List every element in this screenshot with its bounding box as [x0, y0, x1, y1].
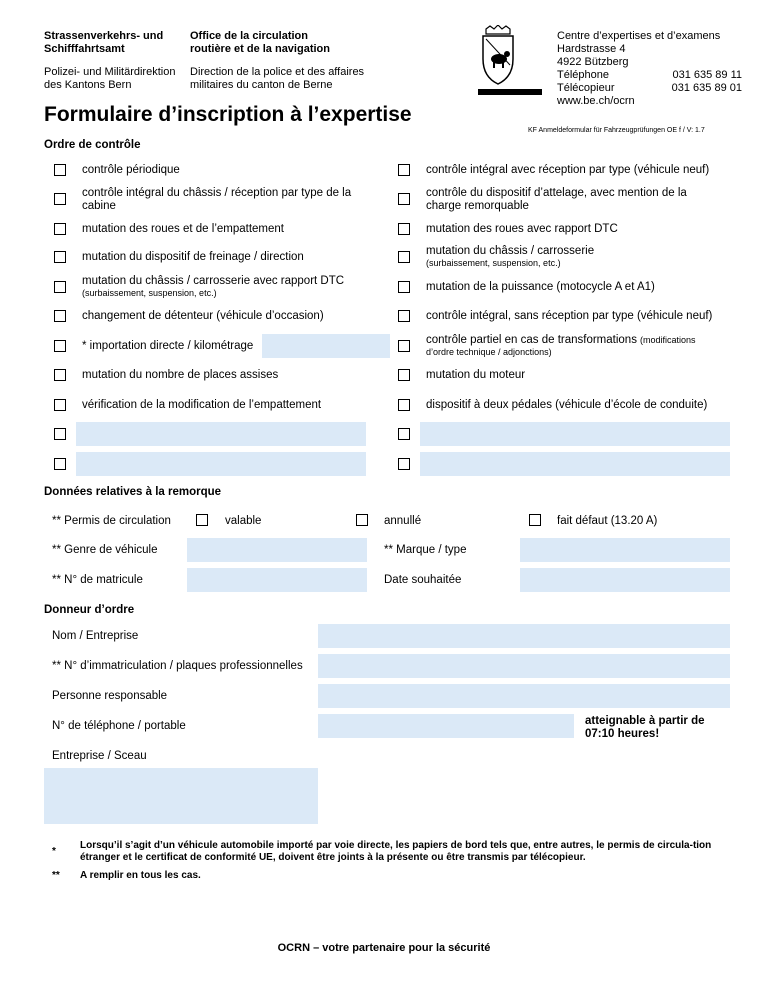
client-name-label: Nom / Entreprise: [52, 630, 139, 642]
order-right-checkbox-2[interactable]: [398, 193, 410, 205]
order-right-checkbox-5[interactable]: [398, 281, 410, 293]
dir-fr: Direction de la police et des affaires militaires du canton de Berne: [190, 66, 365, 91]
date-field[interactable]: [520, 568, 730, 592]
phone-field[interactable]: [318, 714, 574, 738]
order-right-label-8: mutation du moteur: [426, 369, 526, 381]
reg-no-field[interactable]: [187, 568, 367, 592]
permit-missing-label: fait défaut (13.20 A): [557, 515, 658, 527]
permit-label: ** Permis de circulation: [52, 515, 171, 527]
phone-label: N° de téléphone / portable: [52, 720, 186, 732]
order-left-checkbox-2[interactable]: [54, 193, 66, 205]
order-right-checkbox-11[interactable]: [398, 458, 410, 470]
order-right-label-6: contrôle intégral, sans réception par type (véhicule neuf): [426, 310, 713, 322]
order-right-checkbox-3[interactable]: [398, 223, 410, 235]
section-client-title: Donneur d’ordre: [44, 604, 135, 616]
person-field[interactable]: [318, 684, 730, 708]
plates-label: ** N° d’immatriculation / plaques professionnelles: [52, 660, 303, 672]
permit-missing-checkbox[interactable]: [529, 514, 541, 526]
permit-cancelled-checkbox[interactable]: [356, 514, 368, 526]
order-right-label-5: mutation de la puissance (motocycle A et A1): [426, 281, 655, 293]
brand-label: ** Marque / type: [384, 544, 467, 556]
stamp-label: Entreprise / Sceau: [52, 750, 147, 762]
order-right-label-2: contrôle du dispositif d’attelage, avec mention de la charge remorquable: [426, 187, 687, 212]
order-left-label-4: mutation du dispositif de freinage / direction: [82, 251, 304, 263]
order-left-label-2: contrôle intégral du châssis / réception par type de la cabine: [82, 187, 352, 212]
order-left-label-9: vérification de la modification de l’empattement: [82, 399, 322, 411]
order-right-checkbox-10[interactable]: [398, 428, 410, 440]
order-right-checkbox-8[interactable]: [398, 369, 410, 381]
org-fr: Office de la circulation routière et de la navigation: [190, 30, 330, 55]
order-right-label-9: dispositif à deux pédales (véhicule d’école de conduite): [426, 399, 708, 411]
section-order-title: Ordre de contrôle: [44, 139, 141, 151]
order-left-checkbox-6[interactable]: [54, 310, 66, 322]
order-left-label-6: changement de détenteur (véhicule d’occasion): [82, 310, 324, 322]
order-right-checkbox-6[interactable]: [398, 310, 410, 322]
order-left-checkbox-9[interactable]: [54, 399, 66, 411]
reg-no-label: ** N° de matricule: [52, 574, 143, 586]
person-label: Personne responsable: [52, 690, 168, 702]
date-label: Date souhaitée: [384, 574, 462, 586]
footnote-1-mark: *: [52, 846, 56, 857]
dir-de: Polizei- und Militärdirektion des Kantons Bern: [44, 66, 176, 91]
order-right-checkbox-1[interactable]: [398, 164, 410, 176]
order-left-label-1: contrôle périodique: [82, 164, 180, 176]
form-reference: KF Anmeldeformular für Fahrzeugprüfungen OE f / V: 1.7: [528, 127, 705, 134]
org-de: Strassenverkehrs- und Schifffahrtsamt: [44, 30, 164, 55]
order-right-label-4: mutation du châssis / carrosserie (surbaissement, suspension, etc.): [426, 245, 595, 268]
order-right-label-1: contrôle intégral avec réception par type (véhicule neuf): [426, 164, 710, 176]
order-left-checkbox-3[interactable]: [54, 223, 66, 235]
order-right-label-7: contrôle partiel en cas de transformations (modifications d’ordre technique / adjonctions): [426, 334, 696, 357]
vehicle-type-field[interactable]: [187, 538, 367, 562]
order-left-custom-field-2[interactable]: [76, 452, 366, 476]
order-left-checkbox-4[interactable]: [54, 251, 66, 263]
slogan: OCRN – votre partenaire pour la sécurité: [277, 942, 491, 954]
order-left-checkbox-7[interactable]: [54, 340, 66, 352]
order-right-custom-field-2[interactable]: [420, 452, 730, 476]
section-trailer-title: Données relatives à la remorque: [44, 486, 222, 498]
import-mileage-field[interactable]: [262, 334, 390, 358]
brand-field[interactable]: [520, 538, 730, 562]
order-left-checkbox-1[interactable]: [54, 164, 66, 176]
order-left-label-3: mutation des roues et de l’empattement: [82, 223, 285, 235]
footnote-1-text: Lorsqu’il s’agit d’un véhicule automobile importé par voie directe, les papiers de bord tels que, entre autres, le permis de circula-tion étranger et le certificat de conformité UE, doivent être joints à la présente ou être transmis par télécopieur.: [80, 840, 712, 863]
vehicle-type-label: ** Genre de véhicule: [52, 544, 158, 556]
order-left-checkbox-10[interactable]: [54, 428, 66, 440]
reachable-note: atteignable à partir de 07:10 heures!: [585, 715, 705, 740]
permit-cancelled-label: annullé: [384, 515, 422, 527]
footnote-2-text: A remplir en tous les cas.: [80, 870, 201, 881]
order-left-label-8: mutation du nombre de places assises: [82, 369, 279, 381]
order-right-checkbox-9[interactable]: [398, 399, 410, 411]
order-left-label-7: * importation directe / kilométrage: [82, 340, 254, 352]
order-left-checkbox-8[interactable]: [54, 369, 66, 381]
permit-valid-label: valable: [225, 515, 262, 527]
header-rule: [478, 89, 542, 95]
plates-field[interactable]: [318, 654, 730, 678]
order-left-checkbox-5[interactable]: [54, 281, 66, 293]
order-right-checkbox-7[interactable]: [398, 340, 410, 352]
footnote-2-mark: **: [52, 870, 60, 881]
order-right-label-3: mutation des roues avec rapport DTC: [426, 223, 618, 235]
order-left-custom-field-1[interactable]: [76, 422, 366, 446]
stamp-field[interactable]: [44, 768, 318, 824]
order-left-label-5: mutation du châssis / carrosserie avec rapport DTC (surbaissement, suspension, etc.): [82, 275, 345, 298]
order-right-custom-field-1[interactable]: [420, 422, 730, 446]
order-left-checkbox-11[interactable]: [54, 458, 66, 470]
order-right-checkbox-4[interactable]: [398, 251, 410, 263]
permit-valid-checkbox[interactable]: [196, 514, 208, 526]
bern-coat-of-arms-icon: [478, 25, 518, 85]
center-address: Centre d’expertises et d’examens Hardstrasse 4 4922 Bützberg Téléphone 031 635 89 11 Télécopieur 031 635 89 01 www.be.ch/ocrn: [557, 30, 742, 107]
page-title: Formulaire d’inscription à l’expertise: [44, 103, 412, 126]
client-name-field[interactable]: [318, 624, 730, 648]
